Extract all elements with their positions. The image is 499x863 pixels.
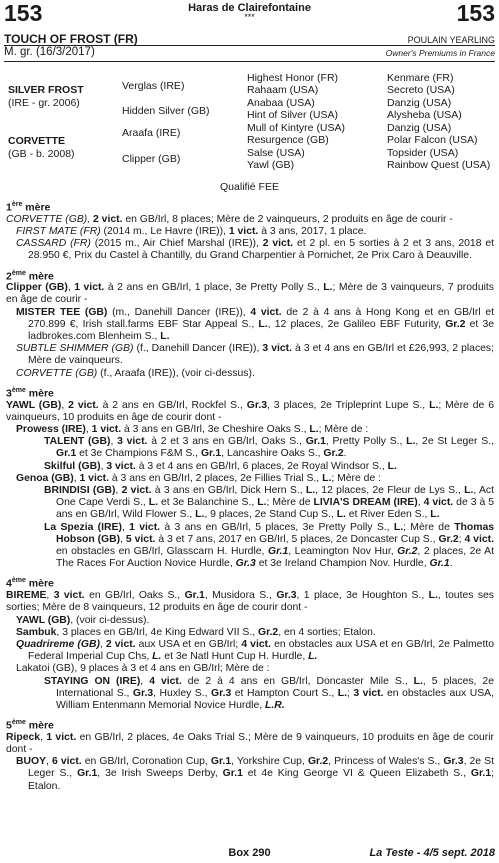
produce-item: SUBTLE SHIMMER (GB) (f., Danehill Dancer (IRE)), 3 vict. à 3 et 4 ans en GB/Irl et £26,993, 2 places; Mère de vainqueurs. (16, 343, 495, 367)
pedigree-g3: Resurgence (GB) (247, 134, 329, 146)
pedigree-g4: Rainbow Quest (USA) (387, 159, 491, 171)
pedigree-g3: Rahaam (USA) (247, 84, 319, 96)
mere-2-text: Clipper (GB), 1 vict. à 2 ans en GB/Irl, 1 place, 3e Pretty Polly S., L.; Mère de 3 vainqueurs, 7 produits en âge de courir - (6, 282, 494, 306)
dam-info: (GB - b. 2008) (8, 148, 75, 160)
family-notes (6, 194, 494, 793)
sire-name: SILVER FROST (8, 84, 84, 96)
sale-stars: *** (244, 12, 255, 22)
grandproduce-item: STAYING ON (IRE), 4 vict. de 2 à 4 ans en GB/Irl, Doncaster Mile S., L., 5 places, 2e International S., Gr.3, Huxley S., Gr.3 et Hampton Court S., L.; 3 vict. en obstacles aux USA, William Entenmann Memorial Novice Hurdle, L.R. (44, 675, 494, 711)
produce-item: Prowess (IRE), 1 vict. à 3 ans en GB/Irl, 3e Cheshire Oaks S., L.; Mère de : (16, 423, 369, 435)
page-header (0, 0, 499, 26)
section-mere-4: 4ème mère (6, 577, 54, 590)
pedigree-g4: Danzig (USA) (387, 122, 452, 134)
pedigree-g4: Kenmare (FR) (387, 72, 454, 84)
horse-row (4, 32, 495, 46)
pedigree-g3: Highest Honor (FR) (247, 72, 339, 84)
mere-4-text: BIREME, 3 vict. en GB/Irl, Oaks S., Gr.1, Musidora S., Gr.3, 1 place, 3e Houghton S., L., toutes ses sorties; Mère de 8 vainqueurs, 12 produits en âge de courir dont - (6, 590, 494, 614)
sale-name: Haras de Clairefontaine (188, 2, 311, 14)
mere-3-text: YAWL (GB), 2 vict. à 2 ans en GB/Irl, Rockfel S., Gr.3, 3 places, 2e Tripleprint Lupe S., L.; Mère de 6 vainqueurs, 10 produits en âge de courir dont - (6, 399, 495, 423)
produce-item: Lakatoi (GB), 9 places à 3 et 4 ans en GB/Irl; Mère de : (16, 663, 270, 675)
pedigree-g4: Topsider (USA) (387, 147, 459, 159)
horse-category: POULAIN YEARLING (407, 35, 495, 45)
section-mere-2: 2ème mère (6, 269, 54, 283)
owner-premiums: Owner's Premiums in France (385, 48, 495, 58)
pedigree-g4: Alysheba (USA) (387, 109, 462, 121)
horse-details-row (4, 46, 495, 59)
produce-item: Sambuk, 3 places en GB/Irl, 4e King Edward VII S., Gr.2, en 4 sorties; Etalon. (16, 626, 376, 638)
horse-details: M. gr. (16/3/2017) (4, 46, 95, 58)
pedigree-g2: Hidden Silver (GB) (122, 105, 210, 117)
produce-item: CASSARD (FR) (2015 m., Air Chief Marshal (IRE)), 2 vict. et 2 pl. en 5 sorties à 2 et 3 ans, 2018 et 28.950 €, Prix du Castel à Chantilly, du Grand Charpentier à Pornichet, 2e Prix Caro à Deauville. (16, 238, 494, 262)
header-rule-bottom (4, 61, 495, 62)
pedigree-g3: Anabaa (USA) (247, 97, 315, 109)
pedigree-table (0, 70, 499, 174)
lot-number-right: 153 (456, 0, 495, 26)
pedigree-g3: Yawl (GB) (247, 159, 295, 171)
section-mere-1: 1ère mère (6, 201, 51, 214)
section-mere-5: 5ème mère (6, 719, 54, 732)
pedigree-g4: Danzig (USA) (387, 97, 452, 109)
horse-name: TOUCH OF FROST (FR) (4, 32, 138, 46)
pedigree-g3: Hint of Silver (USA) (247, 109, 339, 121)
produce-item: MISTER TEE (GB) (m., Danehill Dancer (IRE)), 4 vict. de 2 à 4 ans à Hong Kong et en GB/Irl et 270.899 €, Irish stall.farms EBF Star Appeal S., L., 12 places, 2e Galileo EBF Futurity, Gr.2 et 3e ladbrokes.com Blenheim S., L. (16, 306, 495, 343)
produce-item: Quadrireme (GB), 2 vict. aux USA et en GB/Irl; 4 vict. en obstacles aux USA et en GB/Irl, 2e Palmetto Federal Imperial Cup Chs, L. et 3e Natl Hunt Cup H. Hurdle, L. (16, 638, 494, 663)
qualification-note: Qualifié FEE (220, 181, 279, 193)
pedigree-g4: Secreto (USA) (387, 84, 455, 96)
grandproduce-item: Skilful (GB), 3 vict. à 3 et 4 ans en GB/Irl, 6 places, 2e Royal Windsor S., L. (44, 460, 397, 472)
pedigree-g2: Araafa (IRE) (122, 127, 181, 139)
produce-item: BUOY, 6 vict. en GB/Irl, Coronation Cup, Gr.1, Yorkshire Cup, Gr.2, Princess of Wales's S., Gr.3, 2e St Leger S., Gr.1, 3e Irish Sweeps Derby, Gr.1 et 4e King George VI & Queen Elizabeth S., Gr.1; Etalon. (16, 756, 494, 792)
sire-info: (IRE - gr. 2006) (8, 97, 80, 109)
grandproduce-item: BRINDISI (GB), 2 vict. à 3 ans en GB/Irl, Dick Hern S., L., 12 places, 2e Fleur de Lys S., L., Act One Cape Verdi S., L. et 3e Balanchine S., L.; Mère de LIVIA'S DREAM (IRE), 4 vict. de 3 à 5 ans en GB/Irl, Wild Flower S., L., 9 places, 2e Stand Cup S., L. et River Eden S., L. (44, 484, 494, 521)
dam-name: CORVETTE (8, 135, 65, 147)
pedigree-g3: Salse (USA) (247, 147, 305, 159)
pedigree-g3: Mull of Kintyre (USA) (247, 122, 346, 134)
pedigree-g2: Verglas (IRE) (122, 80, 185, 92)
produce-item: FIRST MATE (FR) (2014 m., Le Havre (IRE)), 1 vict. à 3 ans, 2017, 1 place. (16, 225, 367, 237)
sale-venue-date: La Teste - 4/5 sept. 2018 (369, 847, 495, 859)
mere-1-text: CORVETTE (GB), 2 vict. en GB/Irl, 8 places; Mère de 2 vainqueurs, 2 produits en âge de courir - (6, 213, 453, 225)
lot-number-left: 153 (4, 0, 43, 26)
page-footer (0, 846, 499, 862)
produce-item: CORVETTE (GB) (f., Araafa (IRE)), (voir ci-dessus). (16, 367, 255, 379)
grandproduce-item: La Spezia (IRE), 1 vict. à 3 ans en GB/Irl, 5 places, 3e Pretty Polly S., L.; Mère de Thomas Hobson (GB), 5 vict. à 3 et 7 ans, 2017 en GB/Irl, 5 places, 2e Doncaster Cup S., Gr.2; 4 vict. en obstacles en GB/Irl, Glasscarn H. Hurdle, Gr.1, Leamington Nov Hur, Gr.2, 2 places, 2e At The Races For Auction Novice Hurdle, Gr.3 et 3e Ireland Champion Nov. Hurdle, Gr.1. (44, 521, 495, 570)
mere-5-text: Ripeck, 1 vict. en GB/Irl, 2 places, 4e Oaks Trial S.; Mère de 9 vainqueurs, 10 produits en âge de courir dont - (6, 731, 494, 756)
box-number: Box 290 (228, 847, 271, 859)
produce-item: Genoa (GB), 1 vict. à 3 ans en GB/Irl, 2 places, 2e Fillies Trial S., L.; Mère de : (16, 472, 381, 484)
section-mere-3: 3ème mère (6, 386, 54, 400)
grandproduce-item: TALENT (GB), 3 vict. à 2 et 3 ans en GB/Irl, Oaks S., Gr.1, Pretty Polly S., L., 2e St Leger S., Gr.1 et 3e Champions F&M S., Gr.1, Lancashire Oaks S., Gr.2. (44, 436, 494, 460)
pedigree-g2: Clipper (GB) (122, 153, 181, 165)
produce-item: YAWL (GB), (voir ci-dessus). (16, 614, 150, 626)
pedigree-g4: Polar Falcon (USA) (387, 134, 478, 146)
